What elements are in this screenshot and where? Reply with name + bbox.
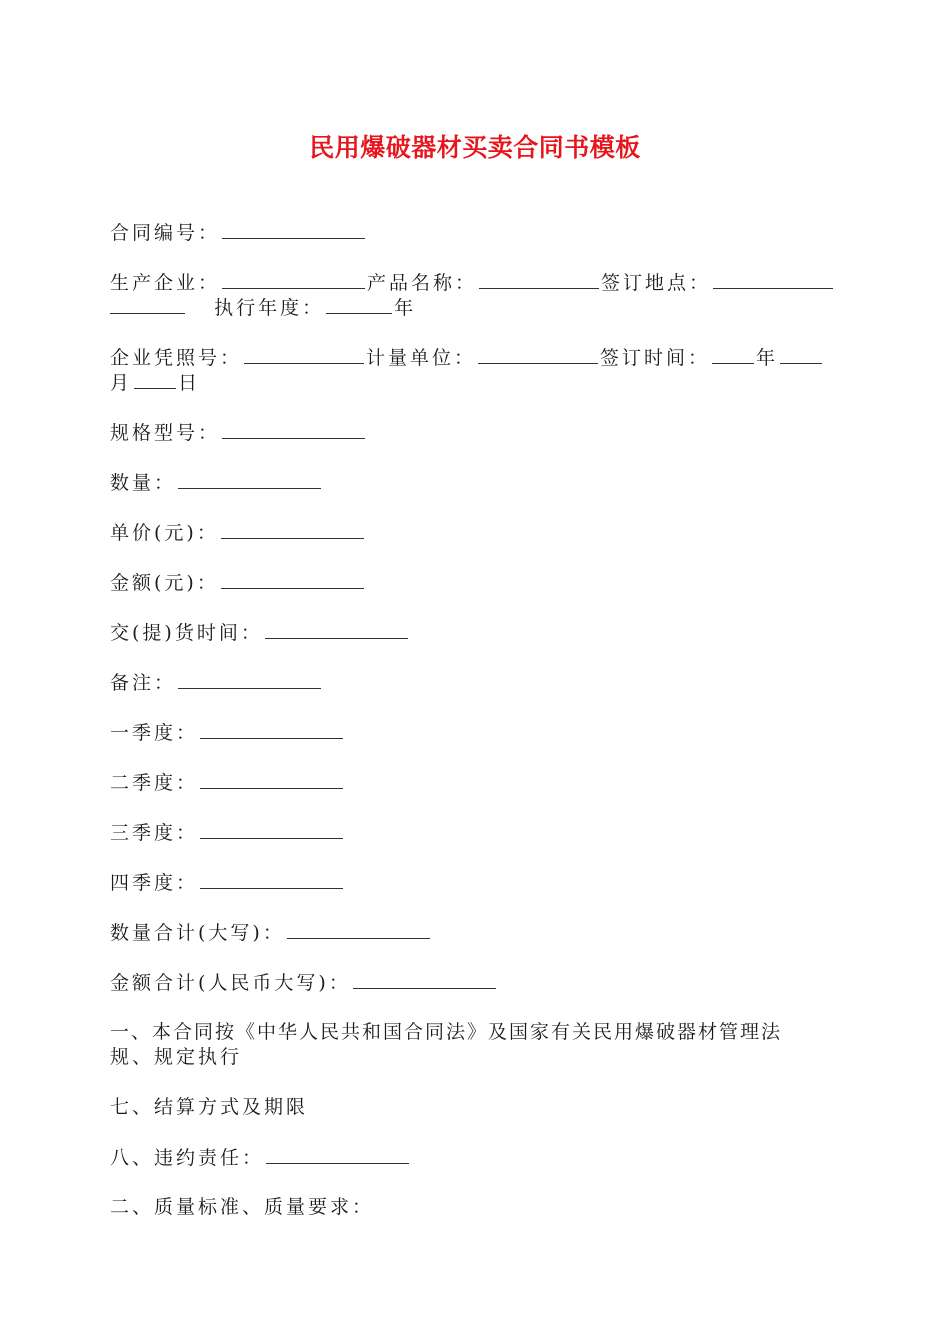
contract-no-blank[interactable] xyxy=(222,220,365,239)
unit-blank[interactable] xyxy=(478,345,598,364)
spec-blank[interactable] xyxy=(222,420,365,439)
qty-total-blank[interactable] xyxy=(287,920,430,939)
q3-blank[interactable] xyxy=(200,820,343,839)
qty-total-label: 数量合计(大写)： xyxy=(110,922,285,944)
sign-place-blank[interactable] xyxy=(713,270,833,289)
sign-place-blank-cont[interactable] xyxy=(110,295,185,314)
remark-blank[interactable] xyxy=(178,670,321,689)
producer-label: 生产企业： xyxy=(110,272,221,294)
delivery-time-label: 交(提)货时间： xyxy=(110,622,263,644)
quantity-blank[interactable] xyxy=(178,470,321,489)
product-name-label: 产品名称： xyxy=(367,272,478,294)
sign-year-blank[interactable] xyxy=(712,345,754,364)
sign-month-blank[interactable] xyxy=(780,345,822,364)
document-title: 民用爆破器材买卖合同书模板 xyxy=(309,133,641,162)
clause-1-line-2: 规、规定执行 xyxy=(110,1046,243,1068)
producer-blank[interactable] xyxy=(222,270,365,289)
amount-total-line xyxy=(110,970,845,996)
quantity-line xyxy=(110,470,845,496)
contract-no-label: 合同编号： xyxy=(110,222,221,244)
exec-year-blank[interactable] xyxy=(326,295,392,314)
exec-year-suffix: 年 xyxy=(394,297,417,319)
sign-day-suffix: 日 xyxy=(178,372,201,394)
q3-line xyxy=(110,820,845,846)
clause-2: 二、质量标准、质量要求： xyxy=(110,1196,375,1218)
q1-blank[interactable] xyxy=(200,720,343,739)
sign-time-label: 签订时间： xyxy=(600,347,711,369)
amount-label: 金额(元)： xyxy=(110,572,219,594)
q1-line xyxy=(110,720,845,746)
amount-line xyxy=(110,570,845,596)
unit-price-label: 单价(元)： xyxy=(110,522,219,544)
q4-blank[interactable] xyxy=(200,870,343,889)
q4-label: 四季度： xyxy=(110,872,199,894)
delivery-time-blank[interactable] xyxy=(265,620,408,639)
clause-8-blank[interactable] xyxy=(266,1145,409,1164)
amount-blank[interactable] xyxy=(221,570,364,589)
exec-year-label: 执行年度： xyxy=(214,297,325,319)
sign-date-line xyxy=(110,370,845,396)
license-no-blank[interactable] xyxy=(244,345,364,364)
spec-label: 规格型号： xyxy=(110,422,221,444)
spec-line xyxy=(110,420,845,446)
unit-price-line xyxy=(110,520,845,546)
unit-label: 计量单位： xyxy=(366,347,477,369)
q2-line xyxy=(110,770,845,796)
sign-year-suffix: 年 xyxy=(756,347,779,369)
q3-label: 三季度： xyxy=(110,822,199,844)
amount-total-label: 金额合计(人民币大写)： xyxy=(110,972,351,994)
q4-line xyxy=(110,870,845,896)
exec-year-line xyxy=(110,295,845,321)
clause-7: 七、结算方式及期限 xyxy=(110,1096,309,1118)
clause-8-line xyxy=(110,1145,845,1171)
q2-blank[interactable] xyxy=(200,770,343,789)
sign-place-label: 签订地点： xyxy=(601,272,712,294)
license-no-label: 企业凭照号： xyxy=(110,347,243,369)
contract-no-line xyxy=(110,220,845,246)
sign-month-suffix: 月 xyxy=(110,372,133,394)
product-name-blank[interactable] xyxy=(479,270,599,289)
q1-label: 一季度： xyxy=(110,722,199,744)
unit-price-blank[interactable] xyxy=(221,520,364,539)
amount-total-blank[interactable] xyxy=(353,970,496,989)
clause-1-line-1: 一、本合同按《中华人民共和国合同法》及国家有关民用爆破器材管理法 xyxy=(110,1021,783,1043)
remark-line xyxy=(110,670,845,696)
sign-day-blank[interactable] xyxy=(134,370,176,389)
q2-label: 二季度： xyxy=(110,772,199,794)
license-line xyxy=(110,345,845,371)
qty-total-line xyxy=(110,920,845,946)
producer-line xyxy=(110,270,845,296)
remark-label: 备注： xyxy=(110,672,177,694)
quantity-label: 数量： xyxy=(110,472,177,494)
delivery-time-line xyxy=(110,620,845,646)
clause-8-label: 八、违约责任： xyxy=(110,1147,265,1169)
